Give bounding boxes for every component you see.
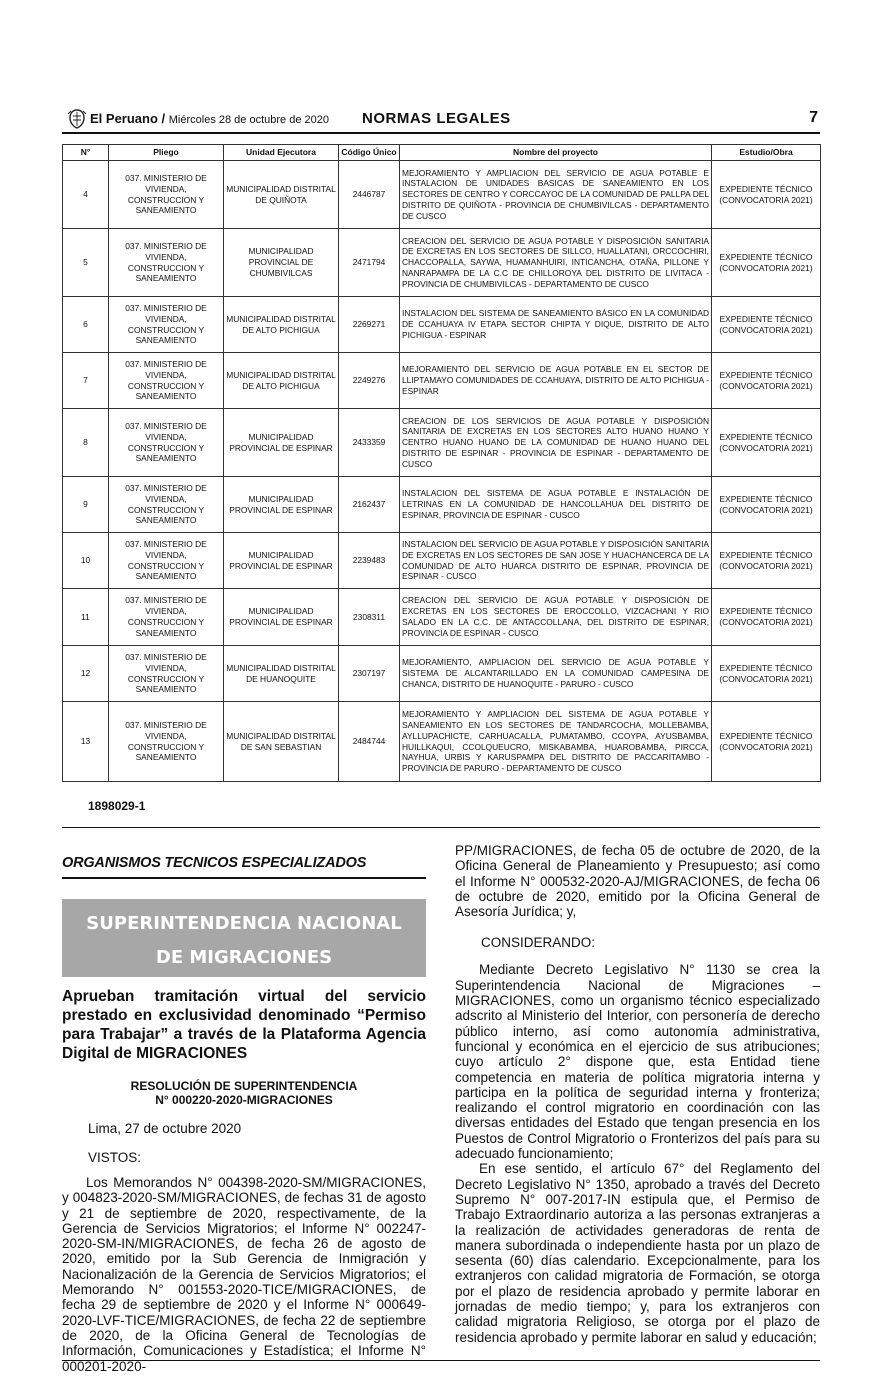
table-cell-estudio: EXPEDIENTE TÉCNICO (CONVOCATORIA 2021) bbox=[712, 533, 821, 589]
table-cell-pliego: 037. MINISTERIO DE VIVIENDA, CONSTRUCCION Y SANEAMIENTO bbox=[109, 229, 224, 297]
table-cell-pliego: 037. MINISTERIO DE VIVIENDA, CONSTRUCCION Y SANEAMIENTO bbox=[109, 409, 224, 477]
article-headline: Aprueban tramitación virtual del servicio prestado en exclusividad denominado “Permiso para Trabajar” a través de la Plataforma Agencia Digital de MIGRACIONES bbox=[62, 988, 426, 1062]
table-cell-n: 11 bbox=[63, 589, 109, 646]
vistos-heading: VISTOS: bbox=[88, 1150, 142, 1165]
table-row bbox=[63, 477, 821, 533]
table-cell-codigo: 2433359 bbox=[339, 409, 400, 477]
column-header: Estudio/Obra bbox=[712, 145, 821, 161]
table-cell-pliego: 037. MINISTERIO DE VIVIENDA, CONSTRUCCION Y SANEAMIENTO bbox=[109, 353, 224, 409]
table-cell-codigo: 2308311 bbox=[339, 589, 400, 646]
banner-line: DE MIGRACIONES bbox=[155, 947, 333, 968]
table-cell-nombre: MEJORAMIENTO DEL SERVICIO DE AGUA POTABLE EN EL SECTOR DE LLIPTAMAYO COMUNIDADES DE CCAHUAYA, DISTRITO DE ALTO PICHIGUA - ESPINAR bbox=[400, 353, 712, 409]
table-cell-estudio: EXPEDIENTE TÉCNICO (CONVOCATORIA 2021) bbox=[712, 297, 821, 353]
table-cell-codigo: 2269271 bbox=[339, 297, 400, 353]
table-cell-n: 9 bbox=[63, 477, 109, 533]
table-cell-codigo: 2162437 bbox=[339, 477, 400, 533]
table-header-row bbox=[63, 145, 821, 161]
table-cell-estudio: EXPEDIENTE TÉCNICO (CONVOCATORIA 2021) bbox=[712, 409, 821, 477]
table-cell-estudio: EXPEDIENTE TÉCNICO (CONVOCATORIA 2021) bbox=[712, 353, 821, 409]
table-row bbox=[63, 533, 821, 589]
table-cell-estudio: EXPEDIENTE TÉCNICO (CONVOCATORIA 2021) bbox=[712, 161, 821, 229]
page-number: 7 bbox=[809, 109, 818, 126]
table-cell-unidad: MUNICIPALIDAD PROVINCIAL DE ESPINAR bbox=[224, 589, 339, 646]
table-cell-nombre: CREACION DEL SERVICIO DE AGUA POTABLE Y DISPOSICIÓN DE EXCRETAS EN LOS SECTORES DE EROCCOLLO, VIZCACHANI Y RIO SALADO EN LA C.C. DE ANTACCOLLANA, DEL DISTRITO DE ESPINAR, PROVINCIA DE ESPINAR - CUSCO bbox=[400, 589, 712, 646]
resolution-number: N° 000220-2020-MIGRACIONES bbox=[155, 1093, 333, 1107]
header-rule bbox=[62, 132, 820, 134]
table-cell-unidad: MUNICIPALIDAD DISTRITAL DE QUIÑOTA bbox=[224, 161, 339, 229]
body-paragraph: Mediante Decreto Legislativo N° 1130 se crea la Superintendencia Nacional de Migraciones – MIGRACIONES, como un organismo técnico especializado adscrito al Ministerio del Interior, con personería de derecho público interno, así como autonomía administrativa, funcional y económica en el ejercicio de sus atribuciones; cuyo artículo 2° dispone que, esta Entidad tiene competencia en materia de política migratoria interna y participa en la política de seguridad interna y fronteriza; realizando el control migratorio en coordinación con las diversas entidades del Estado que tengan presencia en los Puestos de Control Migratorio o Fronterizos del país para su adecuado funcionamiento; bbox=[455, 962, 820, 1162]
table-cell-n: 12 bbox=[63, 646, 109, 702]
table-cell-unidad: MUNICIPALIDAD PROVINCIAL DE ESPINAR bbox=[224, 409, 339, 477]
left-column bbox=[62, 843, 426, 1374]
table-cell-pliego: 037. MINISTERIO DE VIVIENDA, CONSTRUCCION Y SANEAMIENTO bbox=[109, 702, 224, 782]
table-cell-pliego: 037. MINISTERIO DE VIVIENDA, CONSTRUCCION Y SANEAMIENTO bbox=[109, 297, 224, 353]
heading-rule bbox=[62, 877, 426, 879]
table-row bbox=[63, 702, 821, 782]
table-row bbox=[63, 646, 821, 702]
table-cell-codigo: 2307197 bbox=[339, 646, 400, 702]
table-cell-n: 7 bbox=[63, 353, 109, 409]
table-cell-pliego: 037. MINISTERIO DE VIVIENDA, CONSTRUCCION Y SANEAMIENTO bbox=[109, 477, 224, 533]
table-cell-n: 10 bbox=[63, 533, 109, 589]
body-paragraph: En ese sentido, el artículo 67° del Reglamento del Decreto Legislativo N° 1350, aprobado a través del Decreto Supremo N° 007-2017-IN estipula que, el Permiso de Trabajo Extraordinario autoriza a las personas extranjeras a la realización de actividades generadoras de renta de manera subordinada o independiente hasta por un plazo de sesenta (60) días calendario. Excepcionalmente, para los extranjeros con calidad migratoria de Formación, se otorga por el plazo de residencia aprobado y permite laborar en jornadas de medio tiempo; y, para los extranjeros con calidad migratoria Religioso, se otorga por el plazo de residencia aprobado y permite laborar en salud y educación; bbox=[455, 1161, 820, 1345]
table-cell-unidad: MUNICIPALIDAD PROVINCIAL DE ESPINAR bbox=[224, 533, 339, 589]
table-cell-n: 5 bbox=[63, 229, 109, 297]
table-cell-pliego: 037. MINISTERIO DE VIVIENDA, CONSTRUCCION Y SANEAMIENTO bbox=[109, 646, 224, 702]
table-row bbox=[63, 353, 821, 409]
table-cell-codigo: 2239483 bbox=[339, 533, 400, 589]
section-title: NORMAS LEGALES bbox=[362, 110, 511, 127]
institution-banner bbox=[62, 899, 426, 977]
table-cell-estudio: EXPEDIENTE TÉCNICO (CONVOCATORIA 2021) bbox=[712, 477, 821, 533]
table-cell-unidad: MUNICIPALIDAD DISTRITAL DE HUANOQUITE bbox=[224, 646, 339, 702]
table-cell-n: 8 bbox=[63, 409, 109, 477]
table-cell-estudio: EXPEDIENTE TÉCNICO (CONVOCATORIA 2021) bbox=[712, 589, 821, 646]
table-cell-unidad: MUNICIPALIDAD PROVINCIAL DE CHUMBIVILCAS bbox=[224, 229, 339, 297]
table-cell-nombre: MEJORAMIENTO, AMPLIACION DEL SERVICIO DE AGUA POTABLE Y SISTEMA DE ALCANTARILLADO EN LA COMUNIDAD CAMPESINA DE CHANCA, DISTRITO DE HUANOQUITE - PARURO - CUSCO bbox=[400, 646, 712, 702]
table-cell-estudio: EXPEDIENTE TÉCNICO (CONVOCATORIA 2021) bbox=[712, 646, 821, 702]
table-cell-n: 13 bbox=[63, 702, 109, 782]
coat-of-arms-icon bbox=[66, 108, 88, 130]
table-cell-unidad: MUNICIPALIDAD DISTRITAL DE SAN SEBASTIAN bbox=[224, 702, 339, 782]
table-cell-nombre: CREACION DEL SERVICIO DE AGUA POTABLE Y DISPOSICIÓN SANITARIA DE EXCRETAS EN LOS SECTORES DE SILLCO, HUALLATANI, ORCCOCHIRI, CHACCOPALLA, SAYWA, HUAMANHUIRI, INTICANCHA, OTAÑA, PILLONE Y NANRAPAMPA DE LA C.C DE CHILLOROYA DEL DISTRITO DE LIVITACA - PROVINCIA DE CHUMBIVILCAS - DEPARTAMENTO DE CUSCO bbox=[400, 229, 712, 297]
table-row bbox=[63, 161, 821, 229]
projects-table bbox=[62, 144, 821, 782]
section-divider bbox=[62, 827, 820, 828]
table-row bbox=[63, 297, 821, 353]
right-column bbox=[455, 843, 820, 1345]
resolution-title bbox=[62, 1079, 426, 1107]
table-cell-nombre: INSTALACION DEL SERVICIO DE AGUA POTABLE Y DISPOSICIÓN SANITARIA DE EXCRETAS EN LOS SECTORES DE SAN JOSE Y HUACHANCERCA DE LA COMUNIDAD DE ALTO HUARCA DISTRITO DE ESPINAR, PROVINCIA DE ESPINAR - CUSCO bbox=[400, 533, 712, 589]
considerando-heading: CONSIDERANDO: bbox=[481, 935, 596, 951]
table-row bbox=[63, 589, 821, 646]
table-row bbox=[63, 229, 821, 297]
issue-date: Miércoles 28 de octubre de 2020 bbox=[168, 114, 329, 126]
table-cell-codigo: 2471794 bbox=[339, 229, 400, 297]
newspaper-name: El Peruano / Miércoles 28 de octubre de 2020 bbox=[90, 111, 329, 126]
section-heading: ORGANISMOS TECNICOS ESPECIALIZADOS bbox=[62, 855, 367, 871]
table-cell-codigo: 2446787 bbox=[339, 161, 400, 229]
table-cell-pliego: 037. MINISTERIO DE VIVIENDA, CONSTRUCCION Y SANEAMIENTO bbox=[109, 533, 224, 589]
column-header: Nombre del proyecto bbox=[400, 145, 712, 161]
table-cell-nombre: MEJORAMIENTO Y AMPLIACION DEL SERVICIO DE AGUA POTABLE E INSTALACION DE UNIDADES BASICAS DE SANEAMIENTO EN LOS SECTORES DE CENTRO Y CORCCAYOC DE LA COMUNIDAD DE PALLPA DEL DISTRITO DE QUIÑOTA - PROVINCIA DE CHUMBIVILCAS - DEPARTAMENTO DE CUSCO bbox=[400, 161, 712, 229]
table-cell-codigo: 2249276 bbox=[339, 353, 400, 409]
column-header: Código Único bbox=[339, 145, 400, 161]
table-cell-codigo: 2484744 bbox=[339, 702, 400, 782]
document-code: 1898029-1 bbox=[88, 799, 146, 813]
column-header: Unidad Ejecutora bbox=[224, 145, 339, 161]
page-header bbox=[62, 108, 820, 132]
table-cell-estudio: EXPEDIENTE TÉCNICO (CONVOCATORIA 2021) bbox=[712, 229, 821, 297]
table-cell-pliego: 037. MINISTERIO DE VIVIENDA, CONSTRUCCION Y SANEAMIENTO bbox=[109, 589, 224, 646]
table-cell-pliego: 037. MINISTERIO DE VIVIENDA, CONSTRUCCION Y SANEAMIENTO bbox=[109, 161, 224, 229]
column-header: N° bbox=[63, 145, 109, 161]
table-cell-unidad: MUNICIPALIDAD DISTRITAL DE ALTO PICHIGUA bbox=[224, 353, 339, 409]
table-row bbox=[63, 409, 821, 477]
table-cell-unidad: MUNICIPALIDAD PROVINCIAL DE ESPINAR bbox=[224, 477, 339, 533]
table-cell-n: 4 bbox=[63, 161, 109, 229]
body-paragraph: PP/MIGRACIONES, de fecha 05 de octubre de 2020, de la Oficina General de Planeamiento y Presupuesto; así como el Informe N° 000532-2020-AJ/MIGRACIONES, de fecha 06 de octubre de 2020, emitido por la Oficina General de Asesoría Jurídica; y, bbox=[455, 843, 820, 920]
body-paragraph: Los Memorandos N° 004398-2020-SM/MIGRACIONES, y 004823-2020-SM/MIGRACIONES, de fechas 31 de agosto y 21 de septiembre de 2020, respectivamente, de la Gerencia de Servicios Migratorios; el Informe N° 002247-2020-SM-IN/MIGRACIONES, de fecha 26 de agosto de 2020, emitido por la Sub Gerencia de Inmigración y Nacionalización de la Gerencia de Servicios Migratorios; el Memorando N° 001553-2020-TICE/MIGRACIONES, de fecha 29 de septiembre de 2020 y el Informe N° 000649-2020-LVF-TICE/MIGRACIONES, de fecha 22 de septiembre de 2020, de la Oficina General de Tecnologías de Información, Comunicaciones y Estadística; el Informe N° 000201-2020- bbox=[62, 1175, 426, 1374]
table-cell-nombre: MEJORAMIENTO Y AMPLIACION DEL SISTEMA DE AGUA POTABLE Y SANEAMIENTO EN LOS SECTORES DE TANDARCOCHA, MOLLEBAMBA, AYLLUPACHICTE, CARHUACALLA, PUMATAMBO, CCOYPA, AYUSBAMBA, HUILLKAQUI, CCOLQUEUCRO, MISKABAMBA, HUAROBAMBA, PIRCCA, NAYHUA, URBIS Y KARUSPAMPA DEL DISTRITO DE PACCARITAMBO - PROVINCIA DE PARURO - DEPARTAMENTO DE CUSCO bbox=[400, 702, 712, 782]
column-header: Pliego bbox=[109, 145, 224, 161]
table-cell-nombre: INSTALACION DEL SISTEMA DE SANEAMIENTO BÁSICO EN LA COMUNIDAD DE CCAHUAYA IV ETAPA SECTOR CHIPTA Y DIQUE, DISTRITO DE ALTO PICHIGUA - ESPINAR bbox=[400, 297, 712, 353]
table-cell-unidad: MUNICIPALIDAD DISTRITAL DE ALTO PICHIGUA bbox=[224, 297, 339, 353]
table-cell-estudio: EXPEDIENTE TÉCNICO (CONVOCATORIA 2021) bbox=[712, 702, 821, 782]
resolution-title-line: RESOLUCIÓN DE SUPERINTENDENCIA bbox=[130, 1079, 358, 1093]
table-cell-nombre: INSTALACION DEL SISTEMA DE AGUA POTABLE E INSTALACIÓN DE LETRINAS EN LA COMUNIDAD DE HANCOLLAHUA DEL DISTRITO DE ESPINAR, PROVINCIA DE ESPINAR - CUSCO bbox=[400, 477, 712, 533]
table-cell-n: 6 bbox=[63, 297, 109, 353]
place-date: Lima, 27 de octubre 2020 bbox=[88, 1121, 242, 1136]
table-cell-nombre: CREACION DE LOS SERVICIOS DE AGUA POTABLE Y DISPOSICIÓN SANITARIA DE EXCRETAS EN LOS SECTORES ALTO HUANO HUANO Y CENTRO HUANO HUANO DE LA COMUNIDAD DE HUANO HUANO DEL DISTRITO DE ESPINAR - PROVINCIA DE ESPINAR - DEPARTAMENTO DE CUSCO bbox=[400, 409, 712, 477]
footer-rule bbox=[62, 1360, 820, 1361]
banner-line: SUPERINTENDENCIA NACIONAL bbox=[86, 913, 402, 934]
